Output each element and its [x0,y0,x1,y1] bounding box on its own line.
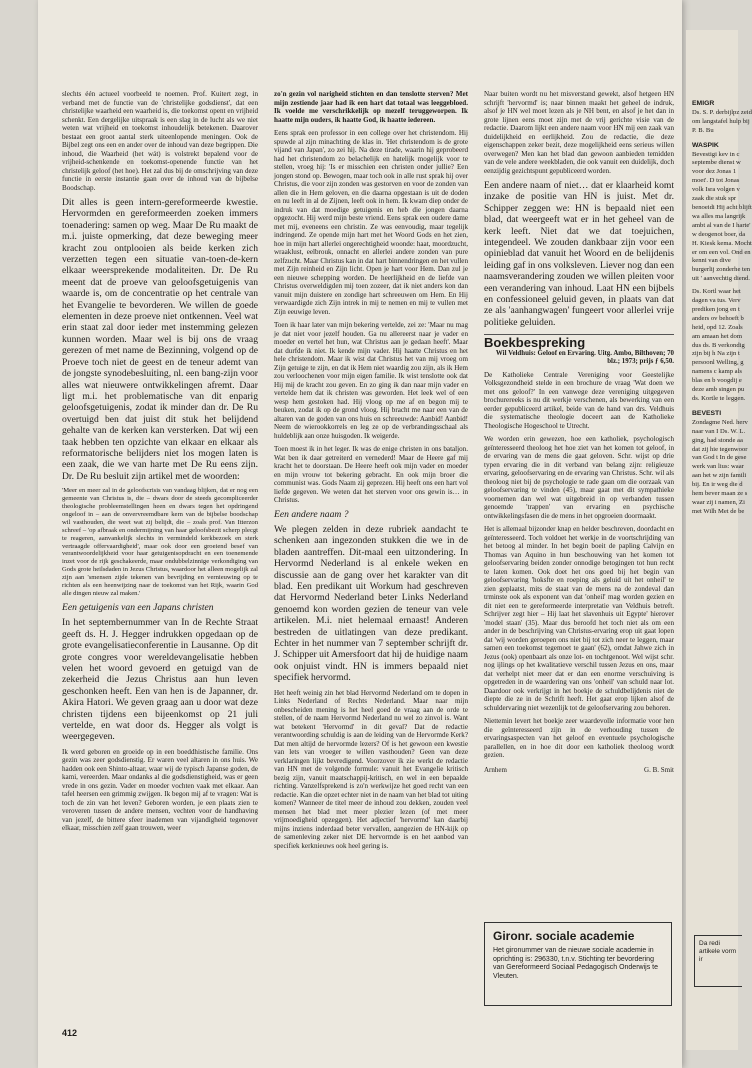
paragraph: Naar buiten wordt nu het misverstand gewekt, alsof hetgeen HN schrijft 'hervormd' is; naar binnen maakt het geheel de indruk, alsof je HN wel moet lezen als je NH bent, en alsof je het dan in grote lijnen eens moet zijn met de vrij gerichte visie van de redactie. Daarom lijkt een andere naam voor HN mij een zaak van duidelijkheid en eerlijkheid. Zou de redactie, die deze eigenschappen zeker bezit, deze mogelijkheid eens serieus willen overwegen? Men kan het blad dan gewoon aanbieden temidden van de vele andere weekbladen, die ook vanuit een duidelijk, doch eenzijdig gezichtspunt gepubliceerd worden. [484,90,674,175]
paragraph: Toen moest ik in het leger. Ik was de enige christen in ons bataljon. Wat ben ik daar getreiterd en vernederd! Maar de Heere gaf mij kracht het te doorstaan. De Heere heeft ook mijn vader en moeder en mijn vrouw tot bekering gebracht. En ook mijn broer die communist was. Gods Naam zij geprezen. Hij heeft ons een hart vol liefde gegeven. We weten dat het sterven voor ons gewin is… in Christus. [274,445,468,504]
paragraph-large: Dit alles is geen intern-gereformeerde kwestie. Hervormden en gereformeerden zoeken immers toenadering: samen op weg. Maar De Ru maakt de m.i. juiste opmerking, dat deze beweging meer kracht zou ontplooien als beide kerken zich verzetten tegen een situatie van-toen-de-kern elkaar weersprekende modaliteiten. Dr. De Ru meent dat de proeve van geloofsgetuigenis van waarde is, om de concentratie op het centrale van het Evangelie te bevorderen. We willen de goede elementen in deze proeve niet ontkennen. Veel wat erin staat zal door ieder met instemming gelezen kunnen worden. Maar wel is bij ons de vraag gerezen of met name de Bezinning, volgend op de Proeve toch niet de geest en de teneur ademt van de jongste synodebesluiting, nl. een bang-zijn voor alles wat nieuwere ontwikkelingen afremt. Daar ligt m.i. het problematische van dit enparig geloofsgetuigenis, zodat ik minder dan dr. De Ru overtuigd ben dat juist dit stuk het belijdend gehalte van de kerken kan versterken. Dat wij een taak hebben ten opzichte van elkaar en elkaar als reformatorische belijders niet los mogen laten is een zaak, die we van harte met De Ru eens zijn. Dr. De Ru besluit zijn artikel met de woorden: [62,197,258,482]
paragraph: Ik werd geboren en groeide op in een boeddhistische familie. Ons gezin was zeer godsdienstig. Er waren veel altaren in ons huis. We hadden ook een Shinto-altaar, waar wij de typisch Japanse goden, de kami, vereerden. Maar ondanks al die godsdienstigheid, was er geen vrede in ons gezin. Vader en moeder vochten vaak met elkaar. Aan tafel heersen een grimmig zwijgen. Ik begon mij af te vragen: Wat is toch de zin van het leven? Geboren worden, je een plaats zien te veroveren tussen de andere mensen, vechten voor de handhaving van jezelf, de bittere sfeer inademen van vijandigheid tegenover elkaar, misschien zelf gaan trouwen, weer [62,747,258,833]
place-name: Arnhem [484,765,507,774]
paragraph-large: Een andere naam of niet… dat er klaarheid komt inzake de positie van HN is juist. Met dr. Schipper zeggen we: HN is bepaald niet een blad, dat weergeeft wat er in het geheel van de kerk leeft. Niet dat we dat toejuichen, integendeel. We zouden dankbaar zijn voor een opinieblad dat vanuit het Woord en de belijdenis leiding gaf in ons volksleven. Liever nog dan een naamsverandering zouden we willen pleiten voor een verandering van inhoud. Laat HN een bijbels en confessioneel geluid geven, in plaats van dat ze als 'aanhangwagen' fungeert voor allerlei vrije politieke geluiden. [484,180,674,328]
notice-text: Het gironummer van de nieuwe sociale academie in oprichting is: 296330, t.n.v. Stichting ter bevordering van Gereformeerd Sociaal Pedagogisch Onderwijs te Vleuten. [493,947,658,980]
paragraph: Het heeft weinig zin het blad Hervormd Nederland om te dopen in Links Nederland of Rechts Nederland. Maar naar mijn onbescheiden mening is het heel goed de vraag aan de orde te stellen, of de naam Hervormd Nederland nu wel zo zinvol is. Want wat betekent 'Hervormd' in dit geval? Dat de redactie verantwoording schuldig is aan de leiding van de Hervormde Kerk? Dat men altijd de hervormde lezers? Of is het gewoon een kwestie van lets van vroeger te willen vasthouden? Geen van deze verklaringen lijkt bevredigend. Voorzover ik zie werkt de redactie van HN met de volgende formule: vanuit het Evangelie kritisch bezig zijn, vanuit maatschappij-kritisch, en wel in een bepaalde richting. Vanzelfsprekend is zo'n werkwijze het goed recht van een redactie. Kan die opzet echter niet in de naam van het blad tot uiting komen? Wanneer de titel meer de inhoud zou dekken, zouden veel mensen het blad met meer plezier lezen (of met meer vrijmoedigheid opzeggen). Het adjectief 'hervormd' kan daarbij mijns inziens inderdaad beter vervallen, aangezien de HN-kijk op de samenleving zeker niet DE hervormde is en het aanbod van specifiek kerknieuws ook heel gering is. [274,688,468,850]
paragraph: We worden erin gewezen, hoe een katholiek, psychologisch geïnteresseerd theoloog het hoe ziet van het komen tot geloof, in de ervaring van de mens die gaat geloven. Schr. wijst op drie typen ervaring die in dit verband van belang zijn: religieuze ervaring, geloofservaring en de ervaring van Christus. Schr. wil als theoloog niet bij de psychologie te rade gaan om die oorzaak van geloofservaring te vinden (45), maar gaat met dit sympathieke voornemen dan wel wat uitgebreid in op verbanden tussen genoemde 'trappen' van ervaring en psychische ontwikkelingsfasen die de mens in het opgroeien doormaakt. [484,435,674,520]
adjacent-heading: EMIGR [692,100,715,107]
paragraph: Eens sprak een professor in een college over het christendom. Hij spuwde al zijn minachting de klas in. 'Het christendom is de grote vijand van Japan', zo zei hij. Na deze tirade, waarin hij geprobeerd had het christendom zo belachelijk en hatelijk mogelijk voor te stellen, vroeg hij: 'Is er misschien een christen onder jullie? Een jongen stond op. Bewogen, maar toch ook in alle rust sprak hij over Christus, die voor zijn zonden was gestorven en voor de zonden van allen die in Hem geloven, en die daarna opgestaan is uit de doden en nu leeft in al de Zijnen, leeft ook in hem. Ik kwam diep onder de indruk van dat moedige getuigenis en heb die jongen daarna opgezocht. Hij werd mijn beste vriend. Eens sprak een ouderе dame met mij, eveneens een christin. Ze was eenvoudig, maar tegelijk indringend. Ze opende mijn hart met het Woord Gods en het zien, hoe in mijn hart allerlei ongerechtigheid woonde: haat, moordzucht, wraaklust, eelbrouk, onnacht en allerlei andere zonden van pure zelfzucht. Maar Christus kan in dat hart binnendringen en het vullen met Zijn reinheid en Zijn licht. Open je hart voor Hem. Dan zul je een nieuwe schepping worden. De heerlijkheid en de liefde van Christus overweldigden mij toen zozeer, dat ik niet anders kon dan vanuit mijn duistere en zondige hart schreeuwen om Hem. En Hij verwaardigde zich Zijn intrek in mij te nemen en mij te vullen met Zijn eeuwige leven. [274,129,468,316]
book-review-heading: Boekbespreking [484,334,674,348]
adjacent-text: Ds. Kortl waar het dagen va tus. Verv prediken jong en t anders ov behoeft b heid, opd 12. Zoals am amaan het dom dus ds. B verkondig zijn bij h Na zijn t persoonl Welling, g namens c kamp als blas en b voogdij e deze amb singen pu ds. Kortle te leggen. [692,288,746,402]
paragraph: slechts één actueel voorbeeld te noemen. Prof. Kuitert zegt, in verband met de functie van de 'christelijke godsdienst', dat een christelijke waarheid een waarheid is, die toekomst opent en vrijheid schenkt. Een dergelijke uitspraak is een slag in de lucht als we niet weten wat vrijheid en toekomst inhoudelijk betekenen. Daarover bestaat een groot aantal sterk uiteenlopende meningen. Ook de Bijbel zegt ons een en ander over de inhoud van deze begrippen. Die inhoud, die Waarheid (het wát) is volstrekt bepalend voor de vrijheid-schenkende en toekomst-openende functie van het christelijk geloof (het hoe). Het zal dus bij de omschrijving van deze functie in eerste instantie gaan over de inhoud van de bijbelse Boodschap. [62,90,258,192]
notice-title: Gironr. sociale academie [493,929,635,943]
adjacent-page-edge [686,30,752,1050]
book-review-byline: Wil Veldhuis: Geloof en Ervaring. Uitg. Ambo, Bilthoven; 70 blz.; 1973; prijs ƒ 6,50. [495,349,674,366]
paragraph-large: In het septembernummer van In de Rechte Straat geeft ds. H. J. Hegger indrukken opgedaan op de grote evangelisatieconferentie in Lausanne. Op dit grote congres voor wereldevangelisatie hebben velen het woord gevoerd en getuigd van de zekerheid die Jezus Christus aan hun leven geschonken heeft. Een van hen is de Japanner, dr. Akira Hatori. We geven graag aan u door wat deze christen tijdens een bijeenkomst op 21 juli vertelde, en wat door ds. Hegger als volgt is weergegeven. [62,617,258,743]
notice-box [484,922,672,1006]
page-number: 412 [62,1028,78,1038]
adjacent-heading: BEVESTI [692,409,722,417]
section-subheading: Een andere naam ? [274,508,349,520]
column-right [484,90,674,774]
adjacent-text: Zondagme Ned. herv naar van I Ds. W. L. ging, had stonde aa dat zij hie tegenwoor van God t In de gese werk van lius: waar aan het w zijn famili bij. En ir weg die d hem bever maan ze s waar zij i namen, Zi met Wilh Met de be [692,418,748,515]
author-name: G. B. Smit [644,765,674,774]
paragraph: Niettemin levert het boekje zeer waardevolle informatie voor hen die geïnteresseerd zijn in de verhouding tussen de ervaringsaspecten van het geloof en eventuele psychologische parallellen, en in hoe dit door een katholiek theoloog wordt gezien. [484,717,674,760]
magazine-page [38,0,682,1068]
adjacent-column [692,100,752,517]
column-middle [274,90,468,855]
block-quote: 'Meer en meer zal in de geloofscrisis van vandaag blijken, dat er nog een gemeente van Christus is, die – dwars door de steeds gecompliceerder theologische probleemstellingen heen en dwars tegen het opdringend ongeloof in – aan de onvervreemdbare kern van de bijbelse boodschap wil vasthouden, die weet wat zij belijdt, die – zoals prof. Van Itterzon schreef – 'op afbraak en ondermijning van haar geloofsbezit scherp plecgt te reageren, aanvankelijk slechts in vermindeld kerkbezoek en sterk vertraagde offervaardigheid', maar ook door een groeiend besef van verantwoordelijkheid voor haar getuigenisopdracht en een toenemende inzet voor de rijk geschakeerde, maar ondubbelzinnige verkondiging van Gods grote heilsdaden in Jezus Christus, waardoor het alleen mogelijk zal zijn aan 'smensen zijde tekenen van bevrijding en vernieuwing op te richten als een heenwijzing naar de toekomst van het Rijk, waarin God alle dingen nieuw zal maken.' [62,487,258,597]
review-signature [484,766,674,775]
adjacent-text: Ds. S. P. derbijlpz zeid om langstafel hulp bij P. B. Bu [692,108,752,134]
paragraph: Het is allemaal bijzonder knap en helder beschreven, doordacht en geïnteresseerd. Toch voldoet het werkje in de voortschrijding van het betoog al minder. In het begin boeit de papling Calvijn en Thomas van Aquino in hun beschouwing van het komen tot geloofservaring beiden zonder onnodige betogingen tot hun recht te laten komen. Ook doet het ons goed bij het begin van geloofservaring 'hoksfte en roeping als geluid uit het onheil' te zien geplaatst, mits de staat van de mens na de zondeval dan trminste ook als exponent van dat 'onheil' mag worden gezien en dit niet een te gereformeerde interpretatie van Veldhuis betreft. Schrijver zegt hier – Hij laat het slavenhuis uit Egypte' hierover 'model staan' (35). Maar dus beroofd het toch niet als om een ander in de beschrijving van Christus-ervaring erop uit gaat lopen dat 'wij worden geroepen ons niet bij tot zich neer te leggen, maar samen een toekomst tegemoet te gaan' (62), omdat Jahwe zich in Jezus (ook) openbaart als onze lot- en tochtgenoot. Wel wijst schr. nog ijlings op het kwalitatieve verschil tussen Jezus en ons, maar dat verhelpt niet meer dat er dan een enorme verschuiving is opgetreden in de waardering van ons 'onheil' van schuld naar lot. Daardoor ook verkrijgt in het boekje de schuldbelijdenis niet de diepte die ze in de Schrift heeft. Het gaat erop lijken alsof de schuldervaring niet wezenlijk tot de geloofservaring zou behoren. [484,525,674,712]
adjacent-heading: WASPIK [692,141,719,149]
section-subheading: Een getuigenis van een Japans christen [62,601,214,613]
paragraph: zo'n gezin vol narigheid stichten en dan tenslotte sterven? Met mijn zestiende jaar had ik een hart dat totaal was leeggebloed. Ik voelde me verschrikkelijk op mezelf teruggeworpen. Ik haatte mijn ouders, ik haatte God, ik haatte iedereen. [274,90,468,124]
adjacent-box: Da redi artikele vorm ir [694,935,742,987]
adjacent-text: Bevestigi kev in c septembe dienst w voor dez Jonas 1 moet'. D tot Jonas volk Isra volgen v zaak die stuk spr benoeidi Hij acht blijft wa alles ma langrijk ambt al van de I harte' w deogenot boer, da H. Kiesk kema. Mocht er om een vol. Ond en kenni van dive burgerlij zonderhe ten uit ' aanvechtig diend. [692,150,752,283]
column-left [62,90,258,838]
paragraph: Toen ik haar later van mijn bekering vertelde, zei ze: 'Maar nu mag je dat niet voor jezelf houden. Ga nu allereerst naar je vader en moeder en vertel het hun, wat Christus aan je gedaan heeft'. Maar dat durfde ik niet. Ik kende mijn vader. Hij haatte Christus en het hele christendom. Maar ik wist dat Christus het van mij vroeg om Zijn getuige te zijn, en dat ik Hem niet waardig zou zijn, als ik Hem zou verloochenen voor mijn eigen familie. Ik wist tenslotte ook dat Hij mij de kracht zou geven. En zo ging ik dan naar mijn vader en vertelde hem dat ik christen was geworden. Het leek wel of een wesp hem gestoken had. Hij vloog op me af en begon mij te beuken, zodat ik op de grond vloog. Hij bracht me naar een van de altaren van de goden van ons huis en schreeuwde: Aanbid! Aanbid! Neem de wierookkorrels en leg ze op de verbrandingsschaal als huldeblijk aan onze huisgoden. Ik weigerde. [274,321,468,440]
paragraph-large: We plegen zelden in deze rubriek aandacht te schenken aan ingezonden stukken die we in de bladen aantreffen. Dit-maal een uitzondering. In Hervormd Nederland is al enkele weken en discussie aan de gang over het karakter van dit blad. Een predikant uit Workum had geschreven dat Hervormd Nederland beter Links Nederland genoemd kon worden gezien de teneur van vele artikelen. M.i. niet helemaal ernaast! Anderen bestreden de uitlatingen van deze predikant. Echter in het nummer van 7 september schrijft dr. J. Schipper uit Amersfoort dat hij de huidige naam ook onjuist vindt. HN is immers bepaald niet specifiek hervormd. [274,524,468,684]
paragraph: De Katholieke Centrale Vereniging voor Geestelijke Volksgezondheid stelde in een brochure de vraag 'Wat doen we met ons geloof?' In een vanwege deze vereniging uitgegeven brochurereeks is nu dit werkje verschenen, als bewerking van een eerder gepubliceerd artikel, beide van de hand van drs. Veldhuis die systematische theologie doceert aan de Katholieke Theologische Hogeschool te Utrecht. [484,370,674,430]
